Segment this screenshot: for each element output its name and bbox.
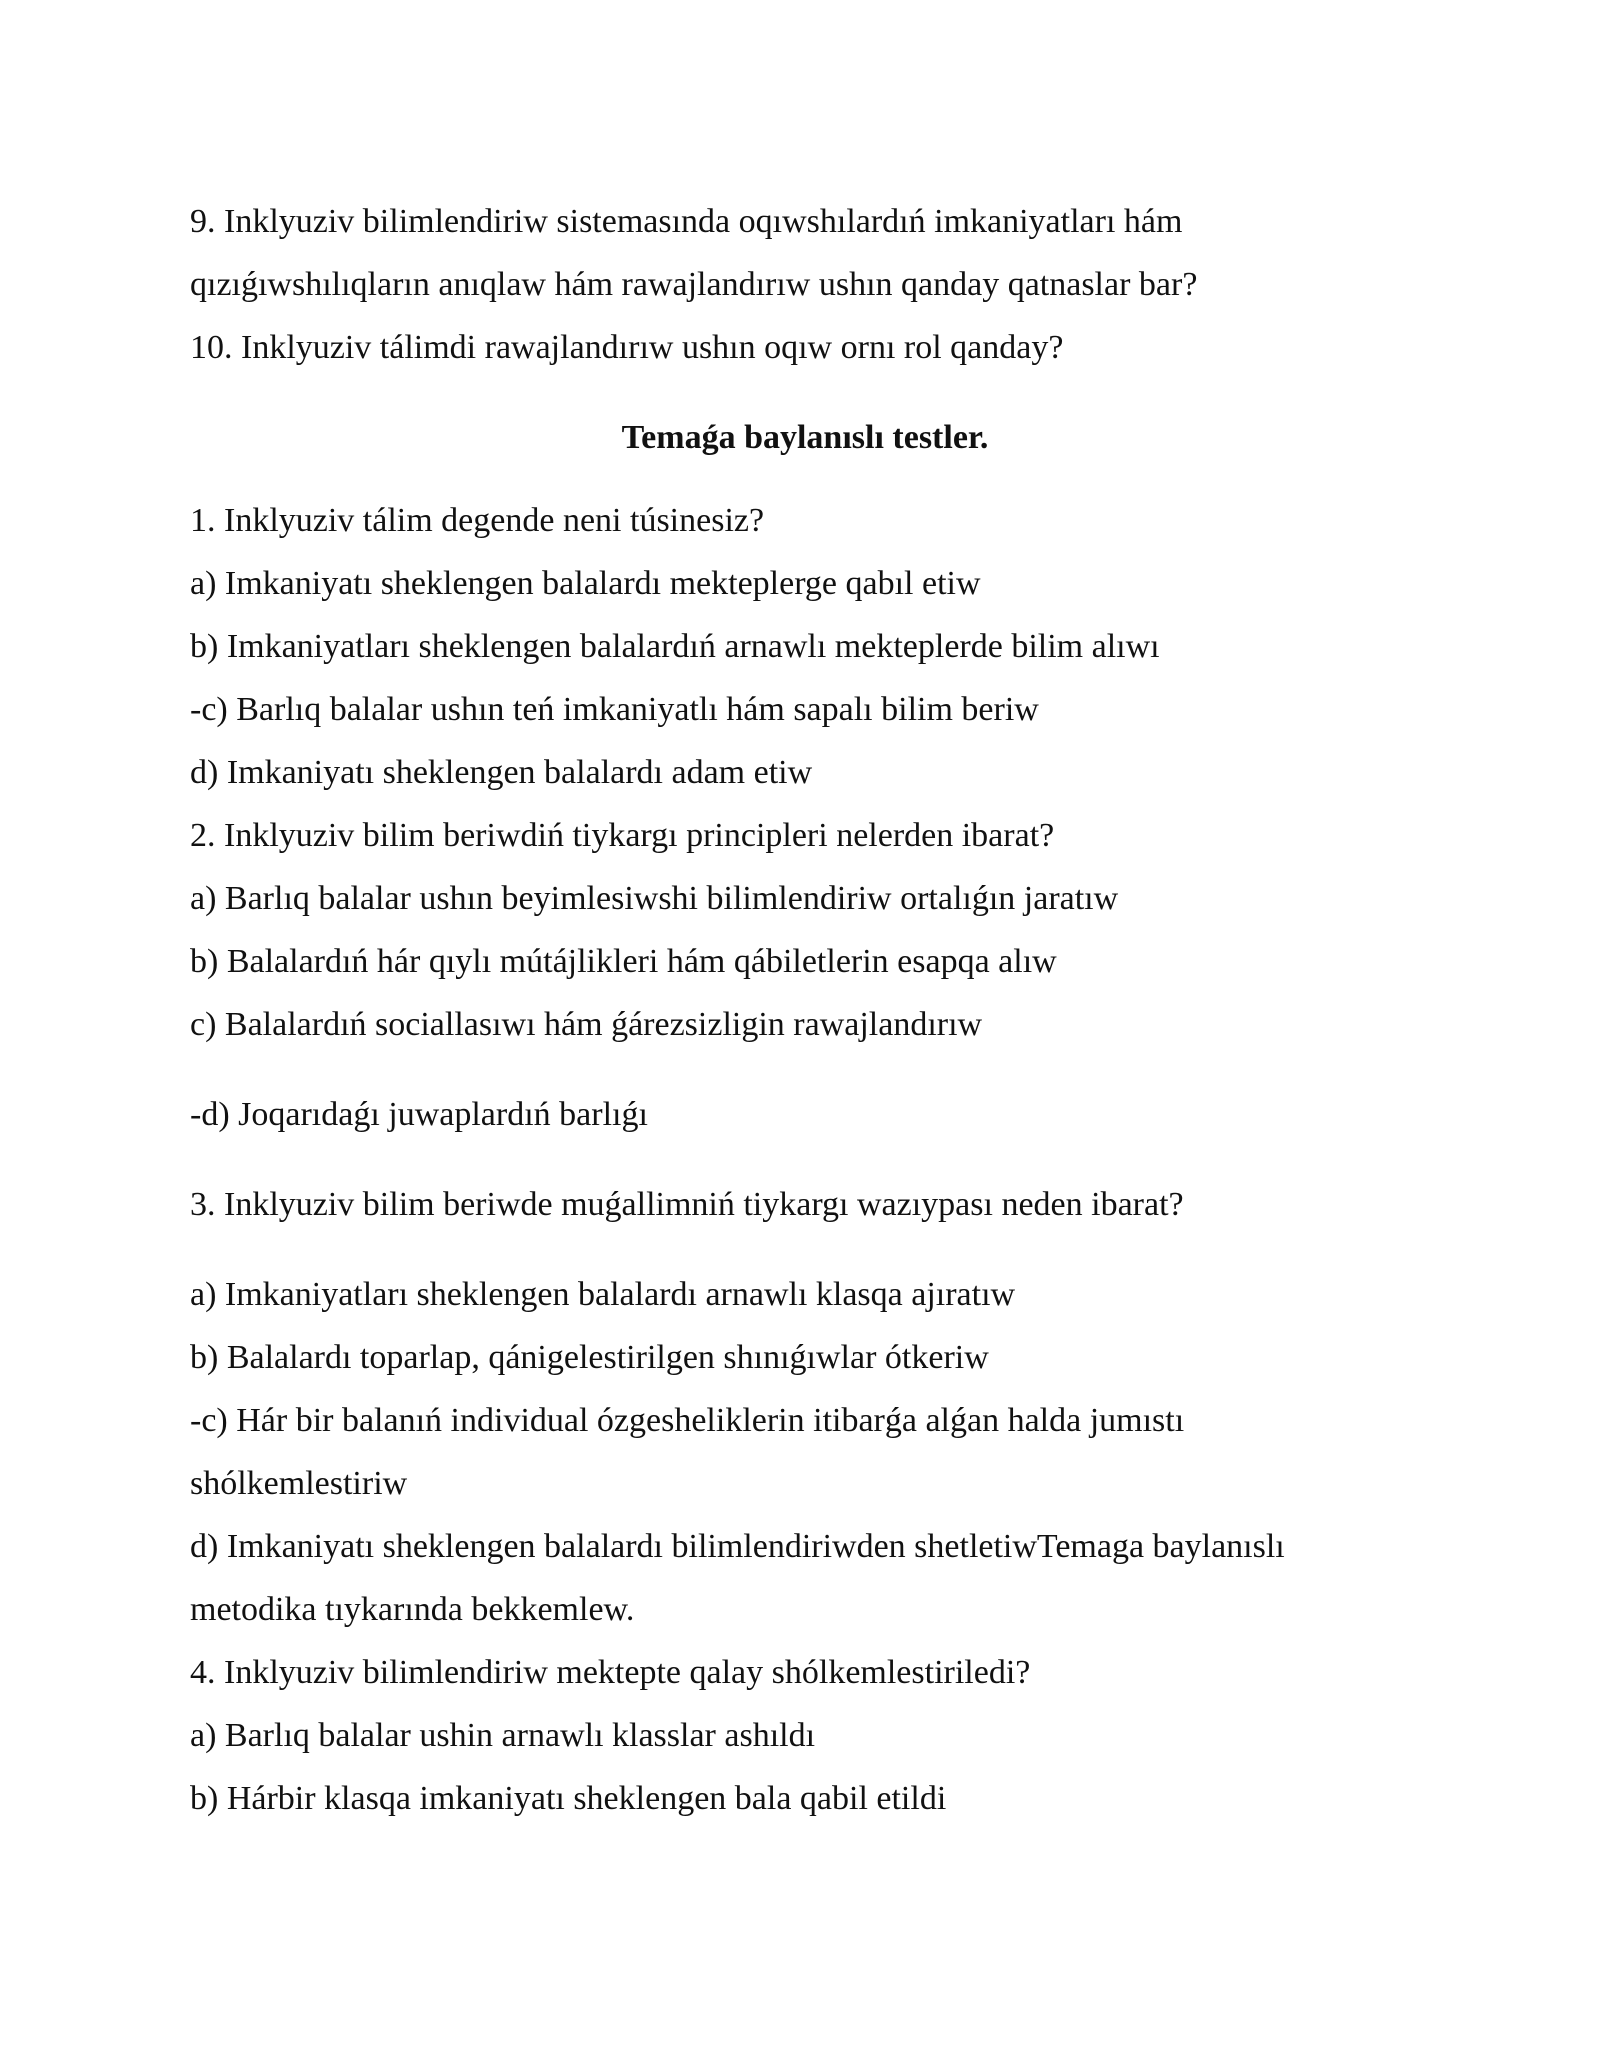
document-body: [190, 190, 1420, 1830]
test-2-option-a: a) Barlıq balalar ushın beyimlesiwshi bilimlendiriw ortalıǵın jaratıw: [190, 880, 1119, 917]
test-1-option-d: d) Imkaniyatı sheklengen balalardı adam etiw: [190, 754, 813, 791]
test-3-option-a: a) Imkaniyatları sheklengen balalardı arnawlı klasqa ajıratıw: [190, 1276, 1016, 1313]
section-heading: [190, 406, 1420, 469]
test-3-question: 3. Inklyuziv bilim beriwde muǵallimniń tiykargı wazıypası neden ibarat?: [190, 1186, 1184, 1223]
test-1-option-c: -c) Barlıq balalar ushın teń imkaniyatlı hám sapalı bilim beriw: [190, 691, 1039, 728]
test-1-option-a: a) Imkaniyatı sheklengen balalardı mekteplerge qabıl etiw: [190, 565, 981, 602]
test-2-option-d: -d) Joqarıdaǵı juwaplardıń barlıǵı: [190, 1096, 648, 1133]
test-2-option-c: c) Balalardıń sociallasıwı hám ǵárezsizligin rawajlandırıw: [190, 1006, 983, 1043]
test-1-option-b: b) Imkaniyatları sheklengen balalardıń arnawlı mekteplerde bilim alıwı: [190, 628, 1160, 665]
test-3-option-c-line-1: -c) Hár bir balanıń individual ózgesheliklerin itibarǵa alǵan halda jumıstı: [190, 1402, 1185, 1439]
test-3-option-c-line-2: shólkemlestiriw: [190, 1465, 408, 1502]
test-1-question: 1. Inklyuziv tálim degende neni túsinesiz?: [190, 502, 765, 539]
question-9-line-1: 9. Inklyuziv bilimlendiriw sistemasında oqıwshılardıń imkaniyatları hám: [190, 203, 1183, 240]
test-2-question: 2. Inklyuziv bilim beriwdiń tiykargı principleri nelerden ibarat?: [190, 817, 1055, 854]
test-3-option-d-line-1: d) Imkaniyatı sheklengen balalardı bilimlendiriwden shetletiwTemaga baylanıslı: [190, 1528, 1285, 1565]
test-3-option-b: b) Balalardı toparlap, qánigelestirilgen shınıǵıwlar ótkeriw: [190, 1339, 989, 1376]
test-2-option-b: b) Balalardıń hár qıylı mútájlikleri hám qábiletlerin esapqa alıw: [190, 943, 1057, 980]
question-9-line-2: qızıǵıwshılıqların anıqlaw hám rawajlandırıw ushın qanday qatnaslar bar?: [190, 266, 1198, 303]
section-heading-text: Temaǵa baylanıslı testler.: [621, 419, 989, 456]
test-4-option-b: b) Hárbir klasqa imkaniyatı sheklengen bala qabil etildi: [190, 1780, 947, 1817]
test-4-question: 4. Inklyuziv bilimlendiriw mektepte qalay shólkemlestiriledi?: [190, 1654, 1031, 1691]
question-10: 10. Inklyuziv tálimdi rawajlandırıw ushın oqıw ornı rol qanday?: [190, 329, 1064, 366]
test-4-option-a: a) Barlıq balalar ushin arnawlı klasslar ashıldı: [190, 1717, 816, 1754]
test-3-option-d-line-2: metodika tıykarında bekkemlew.: [190, 1591, 635, 1628]
